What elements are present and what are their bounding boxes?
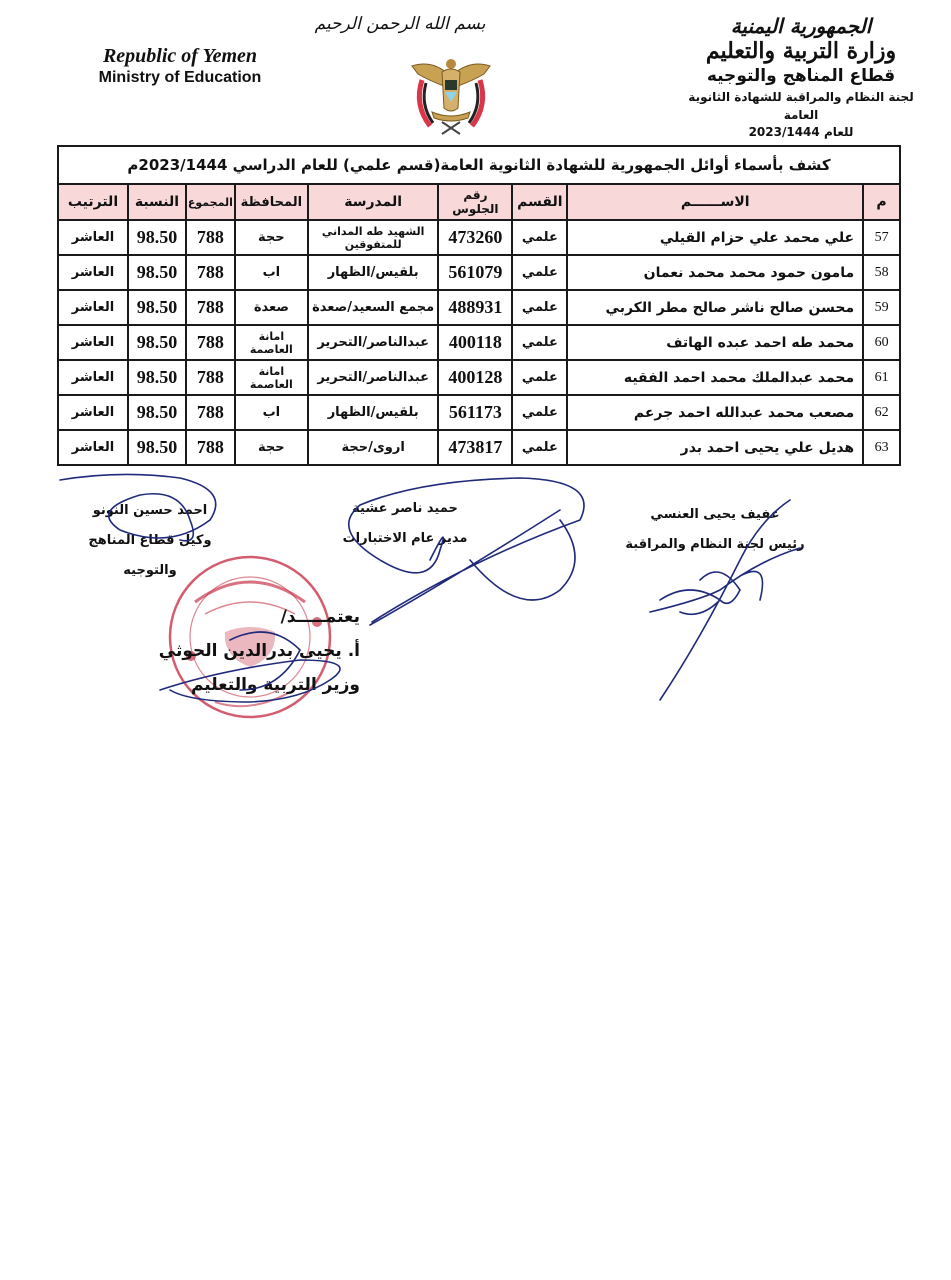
student-name: محمد طه احمد عبده الهاتف (567, 325, 863, 360)
signature-left-icon (60, 474, 216, 540)
school-cell: بلقيس/الظهار (308, 255, 439, 290)
section-cell: علمي (512, 220, 567, 255)
sector-ar: قطاع المناهج والتوجيه (706, 66, 896, 86)
percent-cell: 98.50 (128, 325, 186, 360)
signatory-title: مدير عام الاختبارات (342, 531, 468, 546)
percent-cell: 98.50 (128, 395, 186, 430)
student-name: محمد عبدالملك محمد احمد الفقيه (567, 360, 863, 395)
seat-number: 473817 (438, 430, 512, 465)
signatory-name: حميد ناصر عشية (352, 501, 458, 516)
approval-name: أ. يحيى بدرالدين الحوثي (158, 641, 360, 661)
section-cell: علمي (512, 395, 567, 430)
total-cell: 788 (186, 290, 235, 325)
total-cell: 788 (186, 220, 235, 255)
student-name: مصعب محمد عبدالله احمد جرعم (567, 395, 863, 430)
rank-cell: العاشر (58, 395, 128, 430)
seat-number: 400118 (438, 325, 512, 360)
committee-ar: لجنة النظام والمراقبة للشهادة الثانوية العامة (688, 90, 914, 122)
percent-cell: 98.50 (128, 290, 186, 325)
seat-number: 488931 (438, 290, 512, 325)
row-number: 62 (863, 395, 900, 430)
school-cell: عبدالناصر/التحرير (308, 325, 439, 360)
table-title: كشف بأسماء أوائل الجمهورية للشهادة الثانوية العامة(قسم علمي) للعام الدراسي 2023/1444م (58, 146, 900, 184)
governorate-cell: امانة العاصمة (235, 360, 308, 395)
student-name: هديل علي يحيى احمد بدر (567, 430, 863, 465)
approval-label: يعتمـــــد/ (280, 607, 360, 627)
seat-number: 473260 (438, 220, 512, 255)
signatory-name: احمد حسين النونو (92, 503, 208, 518)
rank-cell: العاشر (58, 220, 128, 255)
year-ar: للعام 2023/1444 (748, 125, 854, 139)
approval-title: وزير التربية والتعليم (190, 675, 360, 695)
governorate-cell: امانة العاصمة (235, 325, 308, 360)
total-cell: 788 (186, 430, 235, 465)
rank-cell: العاشر (58, 325, 128, 360)
governorate-cell: اب (235, 395, 308, 430)
republic-en: Republic of Yemen (102, 45, 258, 67)
col-header-section: القسم (512, 184, 567, 220)
governorate-cell: اب (235, 255, 308, 290)
col-header-percent: النسبة (128, 184, 186, 220)
school-cell: اروى/حجة (308, 430, 439, 465)
percent-cell: 98.50 (128, 255, 186, 290)
col-header-rank: الترتيب (58, 184, 128, 220)
signature-approval-icon (160, 632, 340, 702)
student-name: محسن صالح ناشر صالح مطر الكربي (567, 290, 863, 325)
row-number: 58 (863, 255, 900, 290)
rank-cell: العاشر (58, 255, 128, 290)
percent-cell: 98.50 (128, 430, 186, 465)
signatory-name: عفيف يحيى العنسي (650, 507, 780, 522)
section-cell: علمي (512, 430, 567, 465)
rank-cell: العاشر (58, 430, 128, 465)
seat-number: 561173 (438, 395, 512, 430)
col-header-school: المدرسة (308, 184, 439, 220)
school-cell: مجمع السعيد/صعدة (308, 290, 439, 325)
ministry-en: Ministry of Education (98, 69, 262, 86)
row-number: 59 (863, 290, 900, 325)
governorate-cell: حجة (235, 430, 308, 465)
col-header-name: الاســــــم (567, 184, 863, 220)
col-header-no: م (863, 184, 900, 220)
row-number: 61 (863, 360, 900, 395)
col-header-total: المجموع (186, 184, 235, 220)
student-name: علي محمد علي حزام القيلي (567, 220, 863, 255)
total-cell: 788 (186, 360, 235, 395)
signature-right-icon (650, 500, 800, 700)
republic-ar: الجمهورية اليمنية (730, 14, 872, 38)
student-name: مامون حمود محمد محمد نعمان (567, 255, 863, 290)
governorate-cell: صعدة (235, 290, 308, 325)
school-cell: الشهيد طه المداني للمتفوقين (308, 220, 439, 255)
row-number: 57 (863, 220, 900, 255)
basmala: بسم الله الرحمن الرحيم (314, 14, 486, 34)
col-header-seat: رقم الجلوس (438, 184, 512, 220)
total-cell: 788 (186, 395, 235, 430)
signature-middle-icon (349, 478, 584, 625)
governorate-cell: حجة (235, 220, 308, 255)
section-cell: علمي (512, 255, 567, 290)
percent-cell: 98.50 (128, 220, 186, 255)
signatory-title: وكيل قطاع المناهج والتوجيه (88, 533, 212, 578)
rank-cell: العاشر (58, 290, 128, 325)
school-cell: عبدالناصر/التحرير (308, 360, 439, 395)
seat-number: 561079 (438, 255, 512, 290)
row-number: 60 (863, 325, 900, 360)
section-cell: علمي (512, 290, 567, 325)
section-cell: علمي (512, 360, 567, 395)
total-cell: 788 (186, 255, 235, 290)
total-cell: 788 (186, 325, 235, 360)
row-number: 63 (863, 430, 900, 465)
section-cell: علمي (512, 325, 567, 360)
rank-cell: العاشر (58, 360, 128, 395)
seat-number: 400128 (438, 360, 512, 395)
school-cell: بلقيس/الظهار (308, 395, 439, 430)
signatory-title: رئيس لجنة النظام والمراقبة (625, 537, 805, 552)
col-header-governorate: المحافظة (235, 184, 308, 220)
ministry-ar: وزارة التربية والتعليم (705, 38, 897, 64)
percent-cell: 98.50 (128, 360, 186, 395)
